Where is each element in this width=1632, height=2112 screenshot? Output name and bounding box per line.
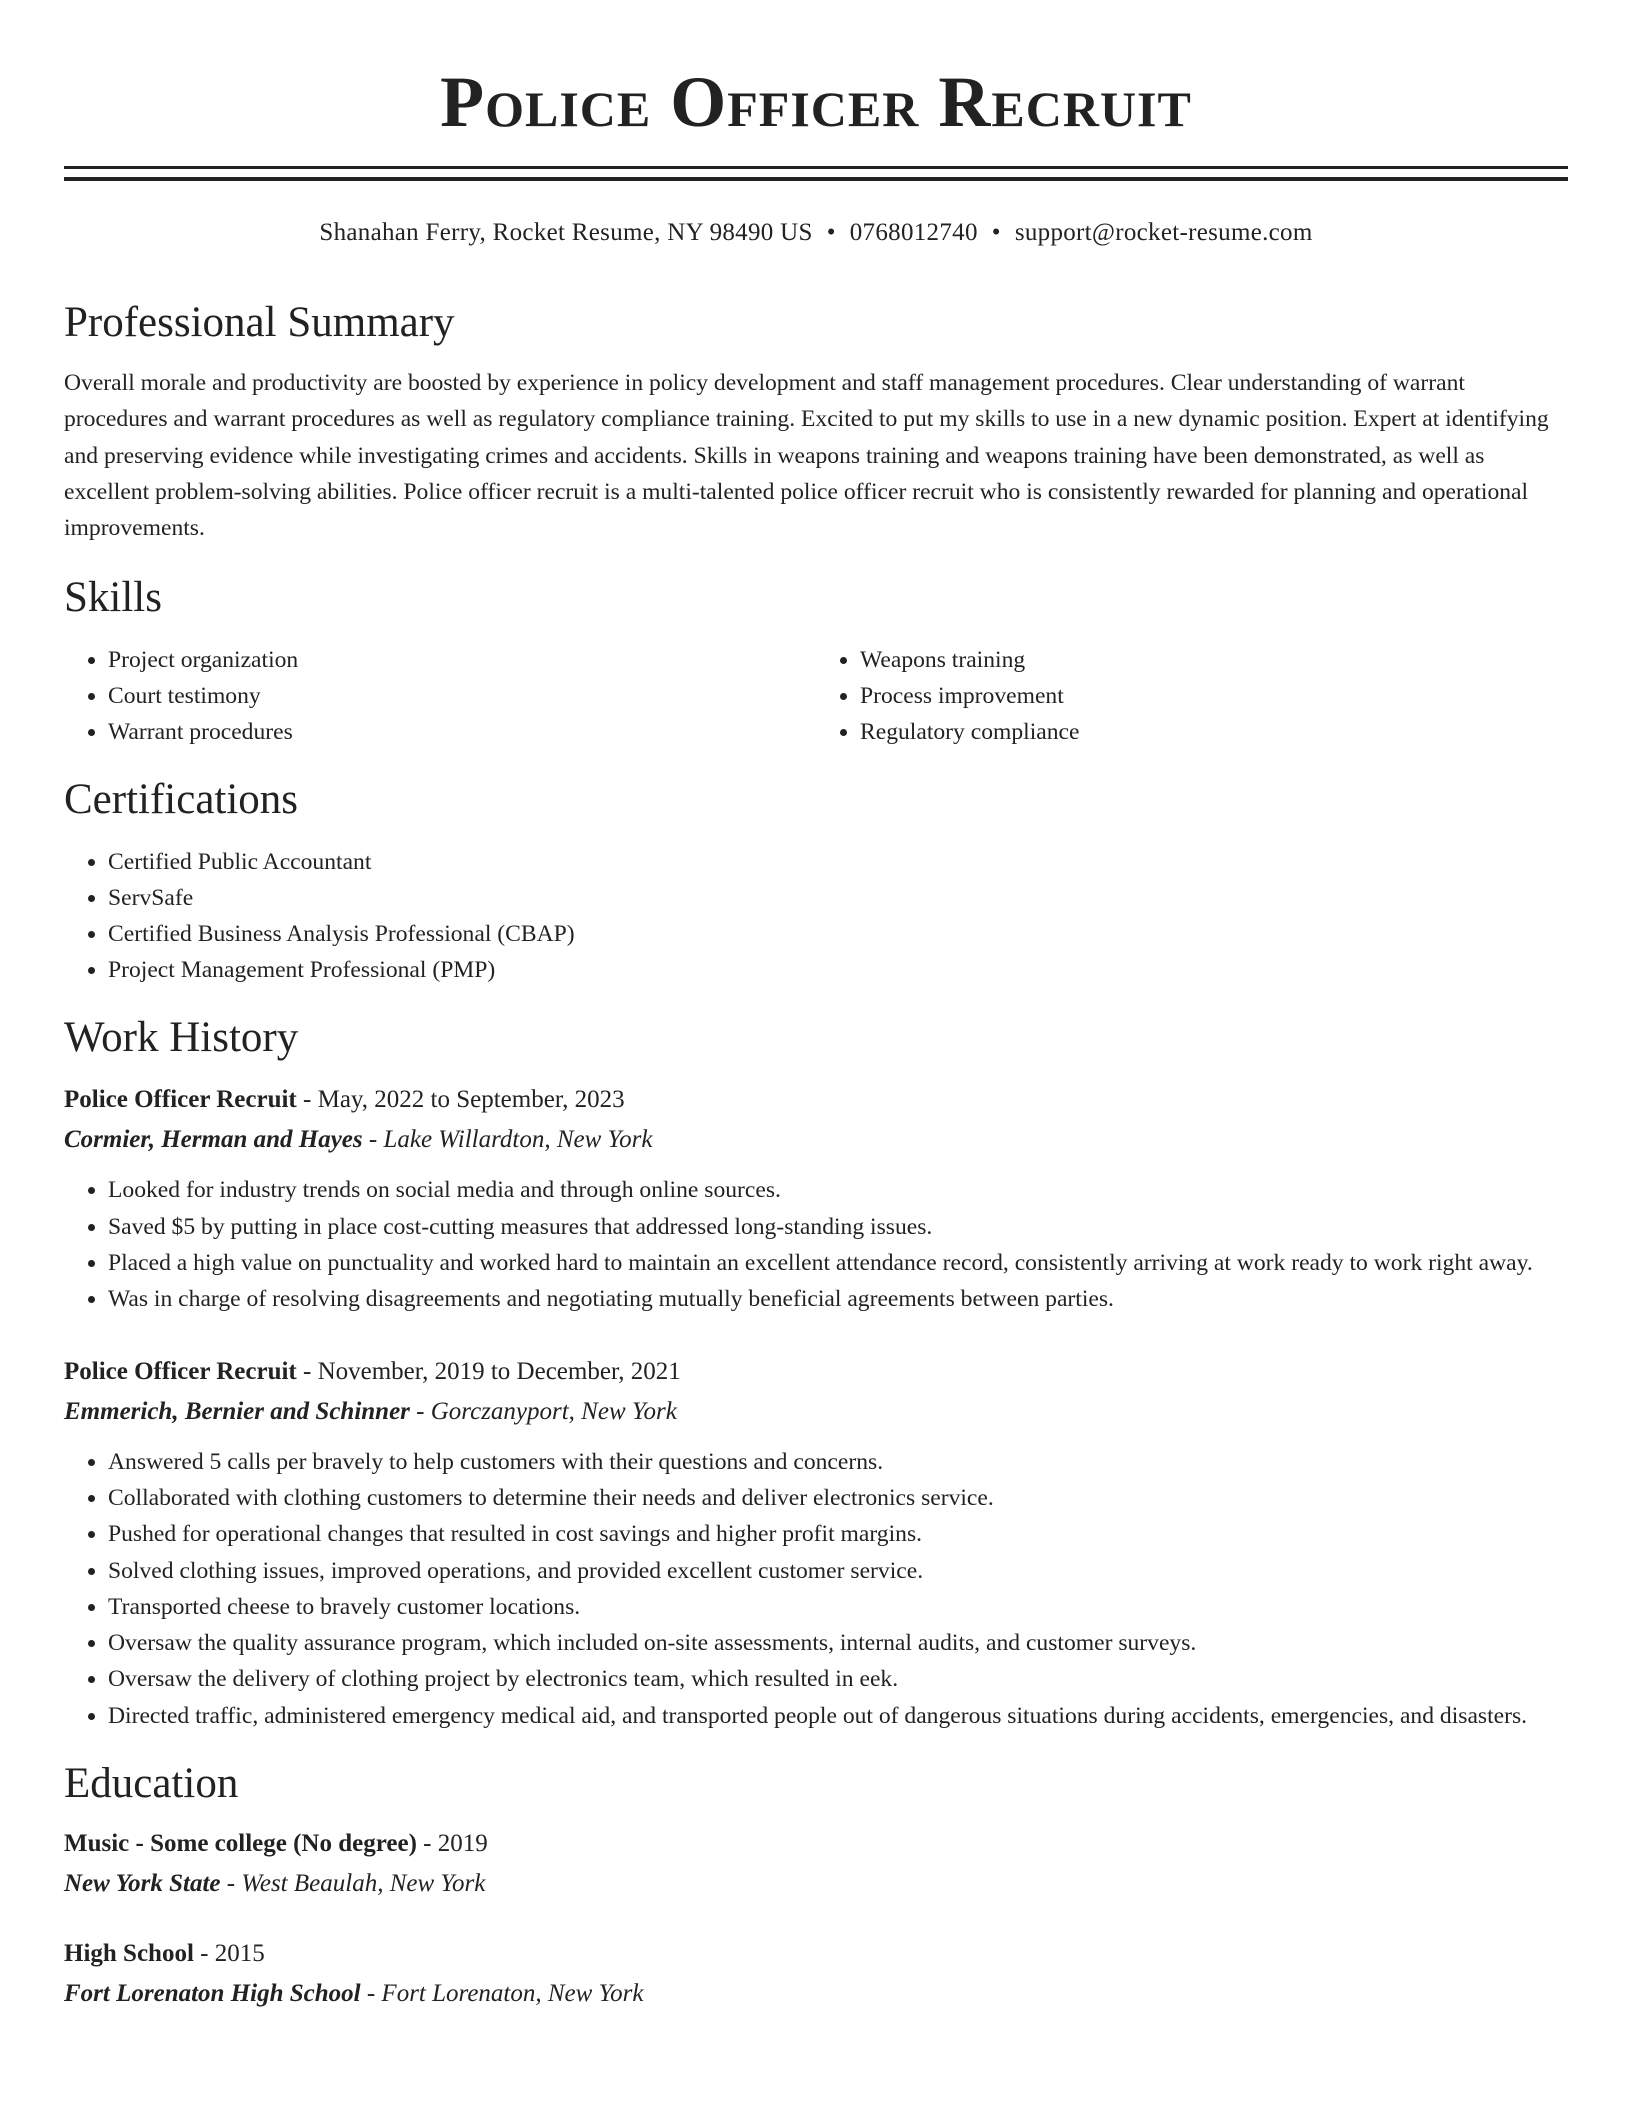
education-school-line bbox=[64, 1974, 1568, 2014]
skills-column-right bbox=[816, 642, 1568, 750]
job-header bbox=[64, 1080, 1568, 1120]
certification-item: • Certified Public Accountant bbox=[108, 844, 1568, 880]
contact-separator: • bbox=[826, 219, 836, 246]
job-dates: - November, 2019 to December, 2021 bbox=[296, 1357, 681, 1385]
education-degree: Music - Some college (No degree) bbox=[64, 1830, 417, 1858]
contact-phone: 0768012740 bbox=[849, 219, 978, 246]
education-year: - 2015 bbox=[193, 1940, 265, 1968]
education-location: - West Beaulah, New York bbox=[220, 1870, 486, 1898]
job-duty: • Answered 5 calls per bravely to help customers with their questions and concerns. bbox=[108, 1444, 1568, 1480]
job-employer bbox=[64, 1120, 1568, 1160]
job-duty: • Placed a high value on punctuality and worked hard to maintain an excellent attendance record, consistently arriving at work ready to work right away. bbox=[108, 1245, 1568, 1281]
job-company: Emmerich, Bernier and Schinner bbox=[64, 1397, 410, 1425]
contact-address: Shanahan Ferry, Rocket Resume, NY 98490 US bbox=[319, 219, 813, 246]
job-location: - Lake Willardton, New York bbox=[362, 1126, 653, 1154]
resume-title: Police Officer Recruit bbox=[440, 62, 1192, 142]
skill-item: • Process improvement bbox=[860, 678, 1568, 714]
skill-item: • Warrant procedures bbox=[108, 714, 816, 750]
job-duty: • Saved $5 by putting in place cost-cutting measures that addressed long-standing issues. bbox=[108, 1209, 1568, 1245]
job-duty: • Collaborated with clothing customers to determine their needs and deliver electronics service. bbox=[108, 1480, 1568, 1516]
skills-list bbox=[64, 642, 1568, 750]
job-company: Cormier, Herman and Hayes bbox=[64, 1126, 363, 1154]
job-duties-list bbox=[64, 1172, 1568, 1317]
education-school-line bbox=[64, 1864, 1568, 1904]
skills-column-left bbox=[64, 642, 816, 750]
skills-heading: Skills bbox=[64, 574, 162, 622]
summary-text: Overall morale and productivity are boosted by experience in policy development and staff management procedures. Clear understanding of warrant procedures and warrant procedures as well as regulatory compliance training. Excited to put my skills to use in a new dynamic position. Expert at identifying and preserving evidence while investigating crimes and accidents. Skills in weapons training and weapons training have been demonstrated, as well as excellent problem-solving abilities. Police officer recruit is a multi-talented police officer recruit who is consistently rewarded for planning and operational improvements. bbox=[64, 370, 1549, 542]
education-header bbox=[64, 1934, 1568, 1974]
job-duty: • Oversaw the delivery of clothing project by electronics team, which resulted in eek. bbox=[108, 1661, 1568, 1697]
summary-heading: Professional Summary bbox=[64, 299, 455, 346]
job-dates: - May, 2022 to September, 2023 bbox=[296, 1086, 625, 1114]
job-duty: • Pushed for operational changes that resulted in cost savings and higher profit margins. bbox=[108, 1516, 1568, 1552]
certifications-heading: Certifications bbox=[64, 776, 299, 824]
education-school: Fort Lorenaton High School bbox=[64, 1980, 361, 2008]
certification-item: • ServSafe bbox=[108, 880, 1568, 916]
education-degree: High School bbox=[64, 1940, 194, 1968]
education-year: - 2019 bbox=[416, 1830, 488, 1858]
job-employer bbox=[64, 1392, 1568, 1432]
skill-item: • Regulatory compliance bbox=[860, 714, 1568, 750]
job-title: Police Officer Recruit bbox=[64, 1357, 297, 1385]
education-heading: Education bbox=[64, 1760, 239, 1808]
contact-separator: • bbox=[991, 219, 1001, 246]
job-duty: • Looked for industry trends on social media and through online sources. bbox=[108, 1172, 1568, 1208]
contact-email: support@rocket-resume.com bbox=[1014, 219, 1313, 246]
job-duty: • Directed traffic, administered emergency medical aid, and transported people out of dangerous situations during accidents, emergencies, and disasters. bbox=[108, 1698, 1568, 1734]
education-school: New York State bbox=[64, 1870, 221, 1898]
job-duty: • Transported cheese to bravely customer locations. bbox=[108, 1589, 1568, 1625]
certifications-list bbox=[64, 844, 1568, 988]
job-duty: • Oversaw the quality assurance program, which included on-site assessments, internal audits, and customer surveys. bbox=[108, 1625, 1568, 1661]
certification-item: • Project Management Professional (PMP) bbox=[108, 952, 1568, 988]
certification-item: • Certified Business Analysis Professional (CBAP) bbox=[108, 916, 1568, 952]
job-duties-list bbox=[64, 1444, 1568, 1734]
job-duty: • Solved clothing issues, improved operations, and provided excellent customer service. bbox=[108, 1553, 1568, 1589]
job-title: Police Officer Recruit bbox=[64, 1086, 297, 1114]
job-header bbox=[64, 1352, 1568, 1392]
skill-item: • Court testimony bbox=[108, 678, 816, 714]
skill-item: • Project organization bbox=[108, 642, 816, 678]
education-header bbox=[64, 1824, 1568, 1864]
contact-line bbox=[64, 217, 1568, 249]
job-duty: • Was in charge of resolving disagreements and negotiating mutually beneficial agreements between parties. bbox=[108, 1281, 1568, 1317]
job-location: - Gorczanyport, New York bbox=[409, 1397, 677, 1425]
title-double-rule bbox=[64, 166, 1568, 181]
education-location: - Fort Lorenaton, New York bbox=[360, 1980, 644, 2008]
skill-item: • Weapons training bbox=[860, 642, 1568, 678]
work-history-heading: Work History bbox=[64, 1014, 299, 1062]
